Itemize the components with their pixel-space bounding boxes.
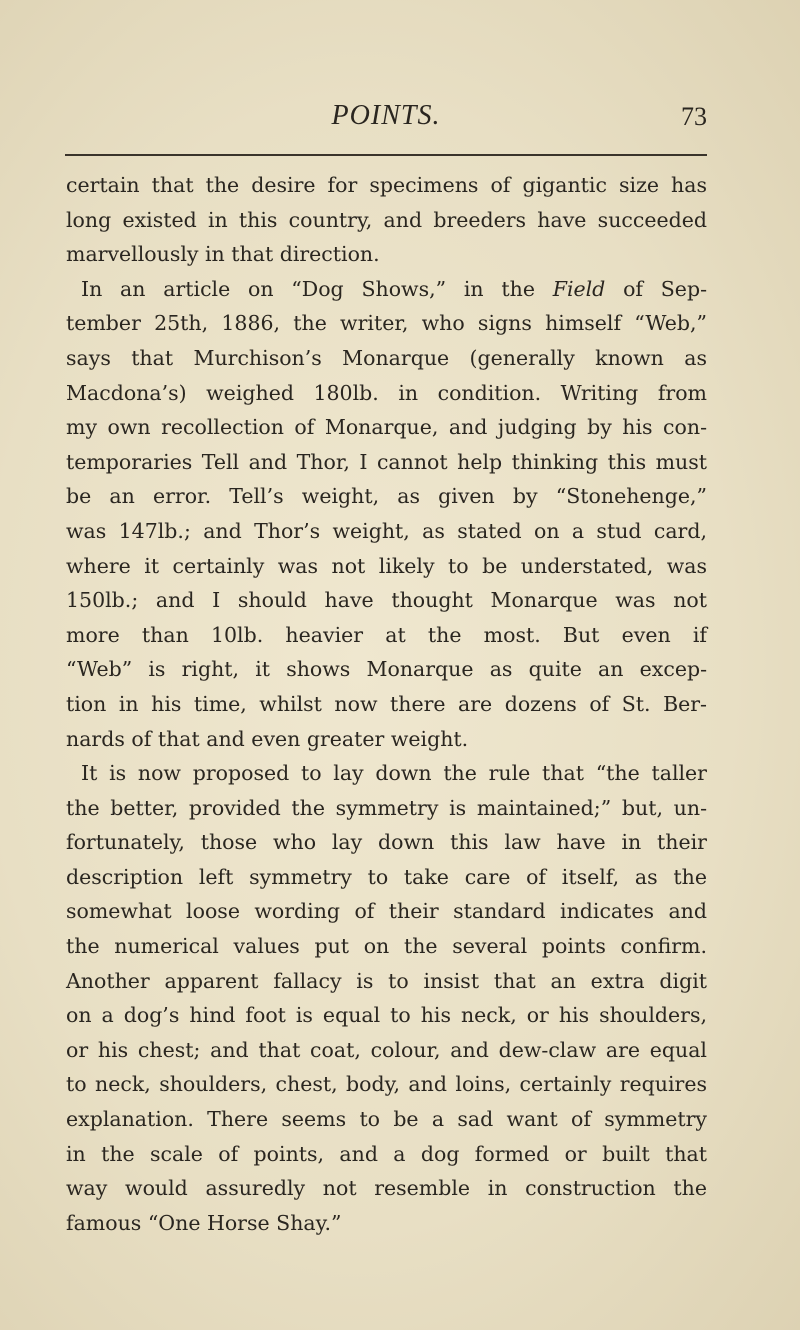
text-line: be an error. Tell’s weight, as given by “Stonehenge,” — [66, 484, 707, 509]
page-number: 73 — [681, 102, 707, 131]
text-line: temporaries Tell and Thor, I cannot help thinking this must — [66, 449, 707, 474]
header-rule — [65, 154, 707, 156]
text-line: nards of that and even greater weight. — [66, 726, 469, 751]
text-line: on a dog’s hind foot is equal to his neck, or his shoulders, — [66, 1003, 707, 1028]
text-line: where it certainly was not likely to be understated, was — [66, 553, 707, 578]
text-line: certain that the desire for specimens of gigantic size has — [66, 173, 707, 197]
text-line: fortunately, those who lay down this law have in their — [66, 830, 707, 855]
text-line: to neck, shoulders, chest, body, and loins, certainly requires — [66, 1072, 707, 1097]
text-line: In an article on “Dog Shows,” in the Field of Sep- — [81, 276, 707, 301]
text-line: It is now proposed to lay down the rule that “the taller — [81, 761, 707, 786]
text-line: tion in his time, whilst now there are dozens of St. Ber- — [66, 691, 707, 716]
text-line: was 147lb.; and Thor’s weight, as stated on a stud card, — [66, 518, 707, 543]
text-line: famous “One Horse Shay.” — [66, 1210, 342, 1235]
text-line: somewhat loose wording of their standard indicates and — [66, 899, 707, 924]
text-line: the numerical values put on the several points confirm. — [66, 934, 707, 959]
text-line: says that Murchison’s Monarque (generally known as — [66, 345, 707, 370]
text-line: the better, provided the symmetry is maintained;” but, un- — [66, 795, 707, 820]
running-title: POINTS. — [331, 100, 441, 131]
text-line: way would assuredly not resemble in construction the — [66, 1176, 707, 1201]
text-line: explanation. There seems to be a sad want of symmetry — [66, 1107, 707, 1132]
text-line: my own recollection of Monarque, and judging by his con- — [66, 415, 707, 440]
text-line: more than 10lb. heavier at the most. But even if — [66, 622, 707, 647]
text-line: tember 25th, 1886, the writer, who signs himself “Web,” — [66, 311, 707, 336]
text-line: “Web” is right, it shows Monarque as quite an excep- — [66, 657, 707, 682]
text-line: long existed in this country, and breeders have succeeded — [66, 207, 707, 232]
text-line: or his chest; and that coat, colour, and dew-claw are equal — [66, 1037, 707, 1062]
text-line: description left symmetry to take care of itself, as the — [66, 864, 707, 889]
text-line: in the scale of points, and a dog formed or built that — [66, 1141, 707, 1166]
page-header — [65, 100, 707, 140]
text-line: 150lb.; and I should have thought Monarque was not — [66, 588, 707, 613]
periodical-title: Field — [552, 276, 606, 301]
text-line: marvellously in that direction. — [66, 242, 380, 267]
body-text — [66, 168, 707, 1240]
text-line: Macdona’s) weighed 180lb. in condition. Writing from — [66, 380, 707, 405]
text-line: Another apparent fallacy is to insist that an extra digit — [66, 968, 707, 993]
